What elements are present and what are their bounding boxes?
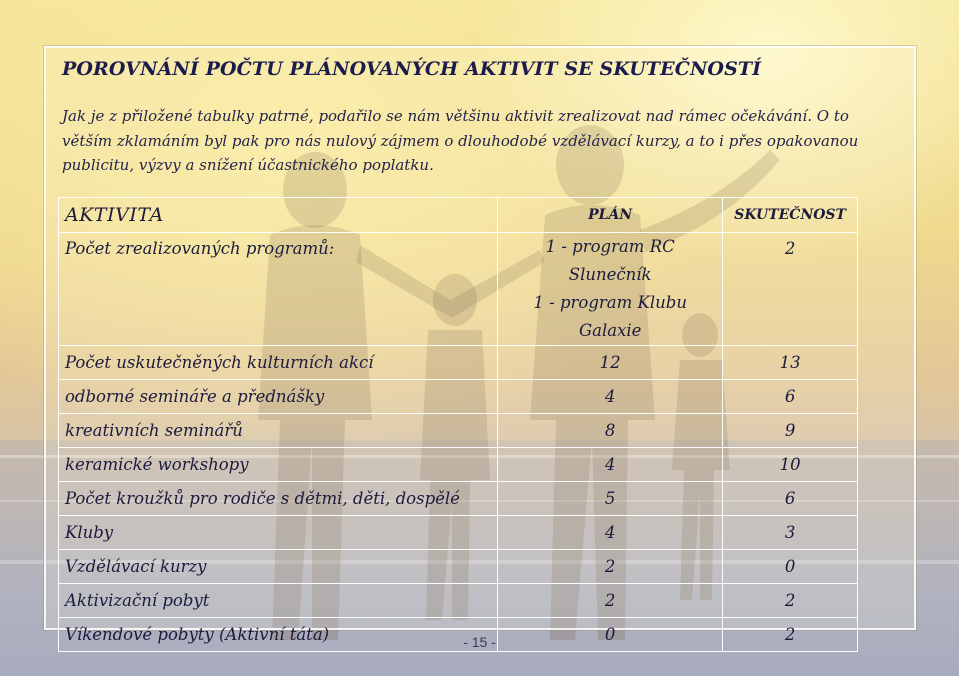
table-header-row [59, 198, 858, 233]
header-activity: AKTIVITA [59, 198, 498, 233]
row-actual: 9 [723, 414, 858, 448]
table-row [59, 233, 858, 346]
row-activity: Kluby [59, 516, 498, 550]
row-activity: Vzdělávací kurzy [59, 550, 498, 584]
row-plan-line: 1 - program RC Slunečník [545, 237, 675, 284]
row-plan: 2 [498, 584, 723, 618]
row-activity: Počet kroužků pro rodiče s dětmi, děti, dospělé [59, 482, 498, 516]
page-title: POROVNÁNÍ POČTU PLÁNOVANÝCH AKTIVIT SE SKUTEČNOSTÍ [62, 58, 762, 80]
header-actual: SKUTEČNOST [723, 198, 858, 233]
row-plan: 4 [498, 380, 723, 414]
table-row [59, 448, 858, 482]
table-row [59, 516, 858, 550]
row-actual: 6 [723, 482, 858, 516]
row-plan: 4 [498, 448, 723, 482]
activities-table [58, 197, 858, 652]
table-row [59, 584, 858, 618]
row-actual: 10 [723, 448, 858, 482]
row-actual: 6 [723, 380, 858, 414]
row-activity: odborné semináře a přednášky [59, 380, 498, 414]
table-row [59, 380, 858, 414]
row-activity: Počet zrealizovaných programů: [59, 233, 498, 346]
row-activity: kreativních seminářů [59, 414, 498, 448]
row-activity: Počet uskutečněných kulturních akcí [59, 346, 498, 380]
row-plan: 4 [498, 516, 723, 550]
row-plan: 12 [498, 346, 723, 380]
intro-paragraph: Jak je z přiložené tabulky patrné, podařilo se nám většinu aktivit zrealizovat nad rámec očekávání. O to větším zklamáním byl pak pro nás nulový zájmem o dlouhodobé vzdělávací kurzy, a to i přes opakovanou publicitu, výzvy a snížení účastnického poplatku. [62, 107, 859, 174]
table-row [59, 346, 858, 380]
row-activity: Víkendové pobyty (Aktivní táta) [59, 618, 498, 652]
row-actual: 2 [723, 233, 858, 346]
page-number: - 15 - [463, 634, 496, 650]
row-actual: 13 [723, 346, 858, 380]
row-plan: 0 [498, 618, 723, 652]
row-actual: 0 [723, 550, 858, 584]
row-activity: Aktivizační pobyt [59, 584, 498, 618]
row-actual: 3 [723, 516, 858, 550]
header-plan: PLÁN [498, 198, 723, 233]
row-plan: 8 [498, 414, 723, 448]
table-row [59, 550, 858, 584]
table-row [59, 482, 858, 516]
row-actual: 2 [723, 618, 858, 652]
row-plan: 5 [498, 482, 723, 516]
row-plan: 2 [498, 550, 723, 584]
row-plan [498, 233, 723, 346]
table-row [59, 414, 858, 448]
row-plan-line: 1 - program Klubu Galaxie [533, 293, 687, 340]
row-activity: keramické workshopy [59, 448, 498, 482]
row-actual: 2 [723, 584, 858, 618]
